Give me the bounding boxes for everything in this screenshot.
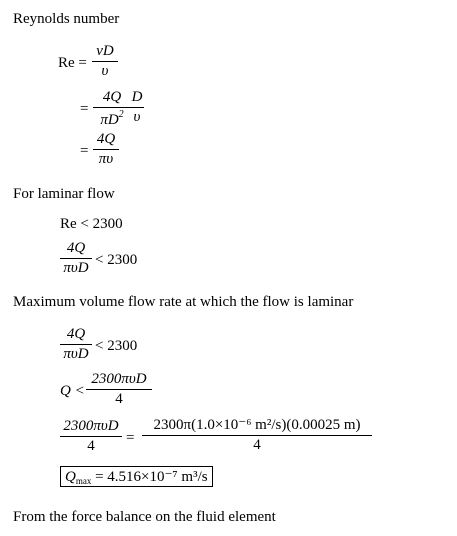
inequality-rhs: < 2300 (95, 338, 138, 354)
inequality-rhs: < 2300 (95, 252, 138, 268)
fraction-denominator: 4 (87, 438, 95, 454)
fraction-numeric-substitution (142, 415, 372, 454)
fraction-denominator: πυ (98, 151, 114, 167)
fraction-numerator: 4Q (66, 240, 86, 256)
fraction-numerator: vD (96, 43, 114, 59)
fraction-2300pinud-over-4 (60, 418, 122, 455)
fraction-numerator: 2300πυD (91, 371, 147, 387)
fraction-denominator: πυD (63, 346, 89, 362)
result-subscript: max (75, 476, 92, 486)
heading-max-flow-rate: Maximum volume flow rate at which the flow is laminar (13, 294, 354, 310)
fraction-d-over-nu (130, 89, 144, 126)
fraction-denominator (93, 108, 131, 129)
fraction-4q-over-pinud (60, 240, 92, 277)
fraction-denominator: πυD (63, 260, 89, 276)
fraction-denominator: 4 (253, 437, 261, 453)
fraction-numerator: 4Q (66, 326, 86, 342)
fraction-4q-over-pid2 (93, 89, 131, 129)
fraction-4q-over-pinud (60, 326, 92, 363)
fraction-denominator: 4 (115, 391, 123, 407)
re-lhs: Re = (58, 55, 87, 71)
equals-sign: = (80, 143, 89, 159)
heading-reynolds-number: Reynolds number (13, 11, 120, 27)
equals-sign: = (126, 430, 135, 446)
result-box (60, 466, 213, 487)
result-value: = 4.516×10⁻⁷ m³/s (91, 469, 208, 485)
fraction-2300pinud-over-4 (86, 371, 152, 408)
fraction-4q-over-pinu (93, 131, 119, 168)
fraction-numerator: 2300πυD (63, 418, 119, 434)
den-exponent: 2 (118, 109, 124, 120)
result-q: Q (65, 469, 76, 485)
re-condition: Re < 2300 (60, 216, 123, 232)
fraction-numerator: 4Q (96, 131, 116, 147)
den-base: πD (100, 112, 119, 128)
fraction-denominator: υ (133, 109, 141, 125)
fraction-numerator: D (131, 89, 143, 105)
fraction-numerator: 2300π(1.0×10⁻⁶ m²/s)(0.00025 m) (153, 417, 361, 433)
fraction-vd-over-nu (92, 43, 118, 80)
heading-force-balance: From the force balance on the fluid element (13, 509, 276, 525)
equals-sign: = (80, 101, 89, 117)
fraction-numerator: 4Q (102, 89, 122, 105)
q-lhs: Q < (60, 383, 85, 399)
fraction-denominator: υ (101, 63, 109, 79)
heading-laminar-flow: For laminar flow (13, 186, 115, 202)
